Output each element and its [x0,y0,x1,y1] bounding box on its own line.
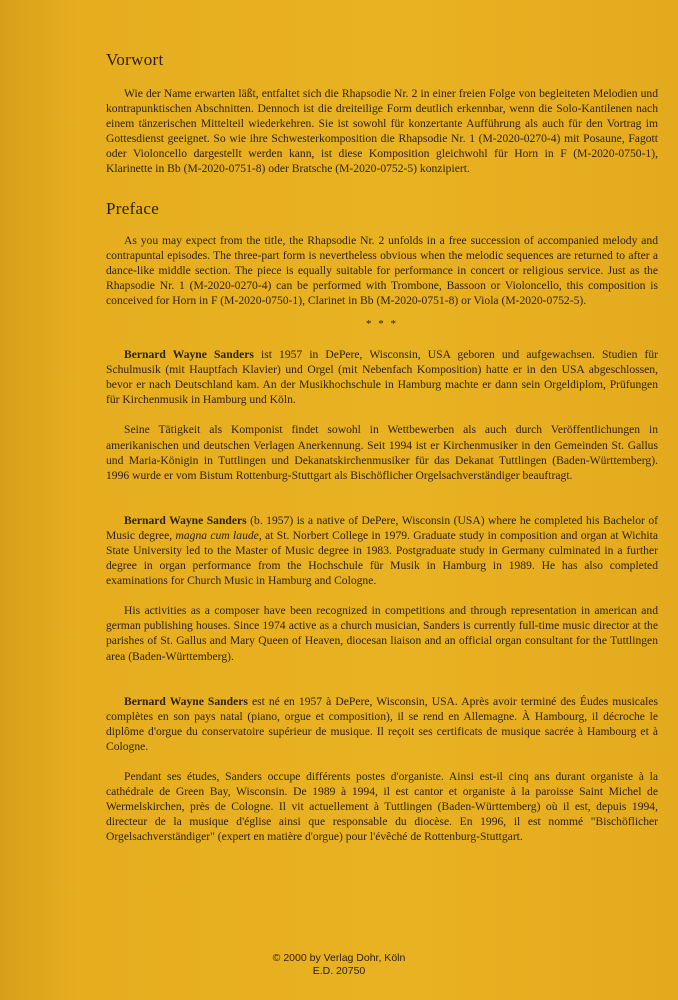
bio-en-italic: magna cum laude [175,528,259,542]
bio-de-paragraph-2: Seine Tätigkeit als Komponist findet sowohl in Wettbewerben als auch durch Veröffentlichungen in amerikanischen und deutschen Verlagen Anerkennung. Seit 1994 ist er Kirchenmusiker in den Gemeinden St. Gallus und Maria-Königin in Tuttlingen und Dekanatskirchenmusiker für das Dekanat Tuttlingen (Baden-Württemberg). 1996 wurde er vom Bistum Rottenburg-Stuttgart als Bischöflicher Orgelsachverständiger beauftragt. [106,423,658,482]
section-separator: * * * [366,318,398,331]
bio-de-paragraph-1 [106,347,658,407]
bio-fr-paragraph-1 [106,694,658,754]
bio-de-name: Bernard Wayne Sanders [124,348,254,362]
vorwort-title: Vorwort [106,50,164,69]
bio-en-paragraph-1 [106,513,658,588]
bio-de-text-1: ist 1957 in DePere, Wisconsin, USA geboren und aufgewachsen. Studien für Schulmusik (mit Hauptfach Klavier) und Orgel (mit Nebenfach Komposition) hatte er in den USA abgeschlossen, bevor er nach Deutschland kam. An der Musikhochschule in Hamburg machte er dann sein Orgeldiplom, Prüfungen für Kirchenmusik in Hamburg und Köln. [106,348,658,407]
bio-en-paragraph-2: His activities as a composer have been recognized in competitions and through representation in american and german publishing houses. Since 1974 active as a church musician, Sanders is currently full-time music director at the parishes of St. Gallus and Mary Queen of Heaven, diocesan liaison and an official organ consultant for the Tuttlingen area (Baden-Württemberg). [106,604,658,663]
copyright-line: © 2000 by Verlag Dohr, Köln [272,952,406,964]
bio-fr-name: Bernard Wayne Sanders [124,694,248,708]
edition-number: E.D. 20750 [312,965,366,977]
bio-en-text-b: , at St. Norbert College in 1979. Graduate study in composition and organ at Wichita State University led to the Master of Music degree in 1983. Postgraduate study in Germany culminated in a further degree in organ performance from the Hochschule für Musik in Hamburg in 1989. He has also completed examinations for Church Music in Hamburg and Cologne. [106,528,658,588]
preface-title: Preface [106,198,160,218]
preface-paragraph: As you may expect from the title, the Rhapsodie Nr. 2 unfolds in a free succession of accompanied melody and contrapuntal episodes. The three-part form is nevertheless obvious when the melodic sequences are returned to after a dance-like middle section. The piece is equally suitable for performance in concert or religious service. Just as the Rhapsodie Nr. 1 (M-2020-0270-4) can be performed with Trombone, Bassoon or Violoncello, this composition is conceived for Horn in F (M-2020-0750-1), Clarinet in Bb (M-2020-0751-8) or Viola (M-2020-0752-5). [106,233,658,307]
bio-en-name: Bernard Wayne Sanders [124,513,247,527]
content [106,50,658,844]
footer [0,952,678,978]
bio-fr-paragraph-2: Pendant ses études, Sanders occupe différents postes d'organiste. Ainsi est-il cinq ans durant organiste à la cathédrale de Green Bay, Wisconsin. De 1989 à 1994, il est cantor et organiste à la paroisse Saint Michel de Wermelskirchen, près de Cologne. Il vit actuellement à Tuttlingen (Baden-Württemberg) où il est, depuis 1994, directeur de la musique d'église ainsi que responsable du diocèse. En 1996, il est nommé "Bischöflicher Orgelsachverständiger" (expert en matière d'orgue) pour l'évêché de Rottenburg-Stuttgart. [106,770,658,844]
vorwort-paragraph: Wie der Name erwarten läßt, entfaltet sich die Rhapsodie Nr. 2 in einer freien Folge von begleiteten Melodien und kontrapunktischen Abschnitten. Dennoch ist die dreiteilige Form deutlich erkennbar, wenn die Solo-Kantilenen nach einem tänzerischen Mittelteil wiederkehren. Sie ist sowohl für konzertante Aufführung als auch für den Vortrag im Gottesdienst geeignet. So wie ihre Schwesterkomposition die Rhapsodie Nr. 1 (M-2020-0270-4) mit Posaune, Fagott oder Violoncello dargestellt werden kann, ist diese Komposition gleichwohl für Horn in F (M-2020-0750-1), Klarinette in Bb (M-2020-0751-8) oder Bratsche (M-2020-0752-5) konzipiert. [106,87,658,176]
bio-en-text-a: (b. 1957) is a native of DePere, Wisconsin (USA) where he completed his Bachelor of Music degree, [106,513,658,542]
bio-fr-text-1: est né en 1957 à DePere, Wisconsin, USA. Après avoir terminé des Éudes musicales complètes en son pays natal (piano, orgue et composition), il se rend en Allemagne. À Hambourg, il décroche le diplôme d'orgue du conservatoire supérieur de musique. Il reçoit ses certificats de musique sacrée à Hambourg et à Cologne. [106,694,658,753]
